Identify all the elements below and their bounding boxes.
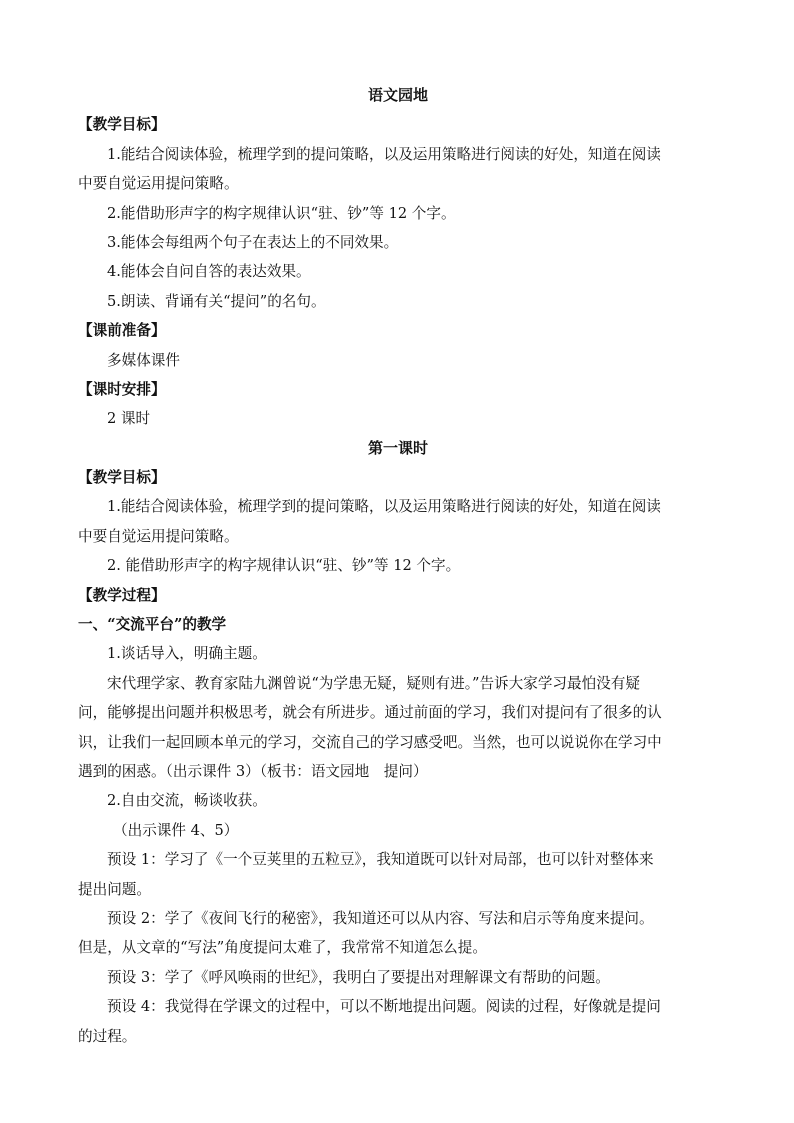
page-title: 语文园地 <box>367 86 428 104</box>
goal-1-line-1: 1.能结合阅读体验，梳理学到的提问策略，以及运用策略进行阅读的好处，知道在阅读 <box>107 145 661 163</box>
document-page <box>78 81 718 1051</box>
goal-1-line-2: 中要自觉运用提问策略。 <box>78 175 239 193</box>
lesson-goal-2: 2. 能借助形声字的构字规律认识“驻、钞”等 12 个字。 <box>107 557 461 575</box>
schedule-text: 2 课时 <box>107 410 151 428</box>
step-1: 1.谈话导入，明确主题。 <box>107 645 267 663</box>
paragraph-1-line-4: 遇到的困惑。（出示课件 3）（板书：语文园地 提问） <box>78 762 428 780</box>
paragraph-1-line-3: 识，让我们一起回顾本单元的学习，交流自己的学习感受吧。当然，也可以说说你在学习中 <box>78 733 662 751</box>
heading-schedule: 【课时安排】 <box>78 380 166 398</box>
paragraph-1-line-2: 问，能够提出问题并积极思考，就会有所进步。通过前面的学习，我们对提问有了很多的认 <box>78 704 662 722</box>
section-1-heading: 一、“交流平台”的教学 <box>78 616 227 634</box>
preset-1-line-1: 预设 1：学习了《一个豆荚里的五粒豆》，我知道既可以针对局部，也可以针对整体来 <box>107 851 654 869</box>
preset-4-line-1: 预设 4：我觉得在学课文的过程中，可以不断地提出问题。阅读的过程，好像就是提问 <box>107 998 661 1016</box>
courseware-note: （出示课件 4、5） <box>113 821 239 839</box>
heading-preparation: 【课前准备】 <box>78 322 166 340</box>
lesson-goal-1-line-1: 1.能结合阅读体验，梳理学到的提问策略，以及运用策略进行阅读的好处，知道在阅读 <box>107 498 661 516</box>
preset-4-line-2: 的过程。 <box>78 1027 137 1045</box>
preset-2-line-1: 预设 2：学了《夜间飞行的秘密》，我知道还可以从内容、写法和启示等角度来提问。 <box>107 909 654 927</box>
heading-lesson-goals: 【教学目标】 <box>78 469 166 487</box>
step-2: 2.自由交流，畅谈收获。 <box>107 792 267 810</box>
preset-3: 预设 3：学了《呼风唤雨的世纪》，我明白了要提出对理解课文有帮助的问题。 <box>107 968 610 986</box>
preparation-text: 多媒体课件 <box>107 351 180 369</box>
preset-2-line-2: 但是，从文章的“写法”角度提问太难了，我常常不知道怎么提。 <box>78 939 487 957</box>
goal-5: 5.朗读、背诵有关“提问”的名句。 <box>107 292 326 310</box>
paragraph-1-line-1: 宋代理学家、教育家陆九渊曾说“为学患无疑，疑则有进。”告诉大家学习最怕没有疑 <box>107 674 640 692</box>
goal-2: 2.能借助形声字的构字规律认识“驻、钞”等 12 个字。 <box>107 204 456 222</box>
goal-4: 4.能体会自问自答的表达效果。 <box>107 263 311 281</box>
lesson-1-title: 第一课时 <box>367 438 428 457</box>
goal-3: 3.能体会每组两个句子在表达上的不同效果。 <box>107 233 399 251</box>
heading-goals: 【教学目标】 <box>78 116 166 134</box>
heading-process: 【教学过程】 <box>78 586 166 604</box>
preset-1-line-2: 提出问题。 <box>78 880 151 898</box>
lesson-goal-1-line-2: 中要自觉运用提问策略。 <box>78 527 239 545</box>
